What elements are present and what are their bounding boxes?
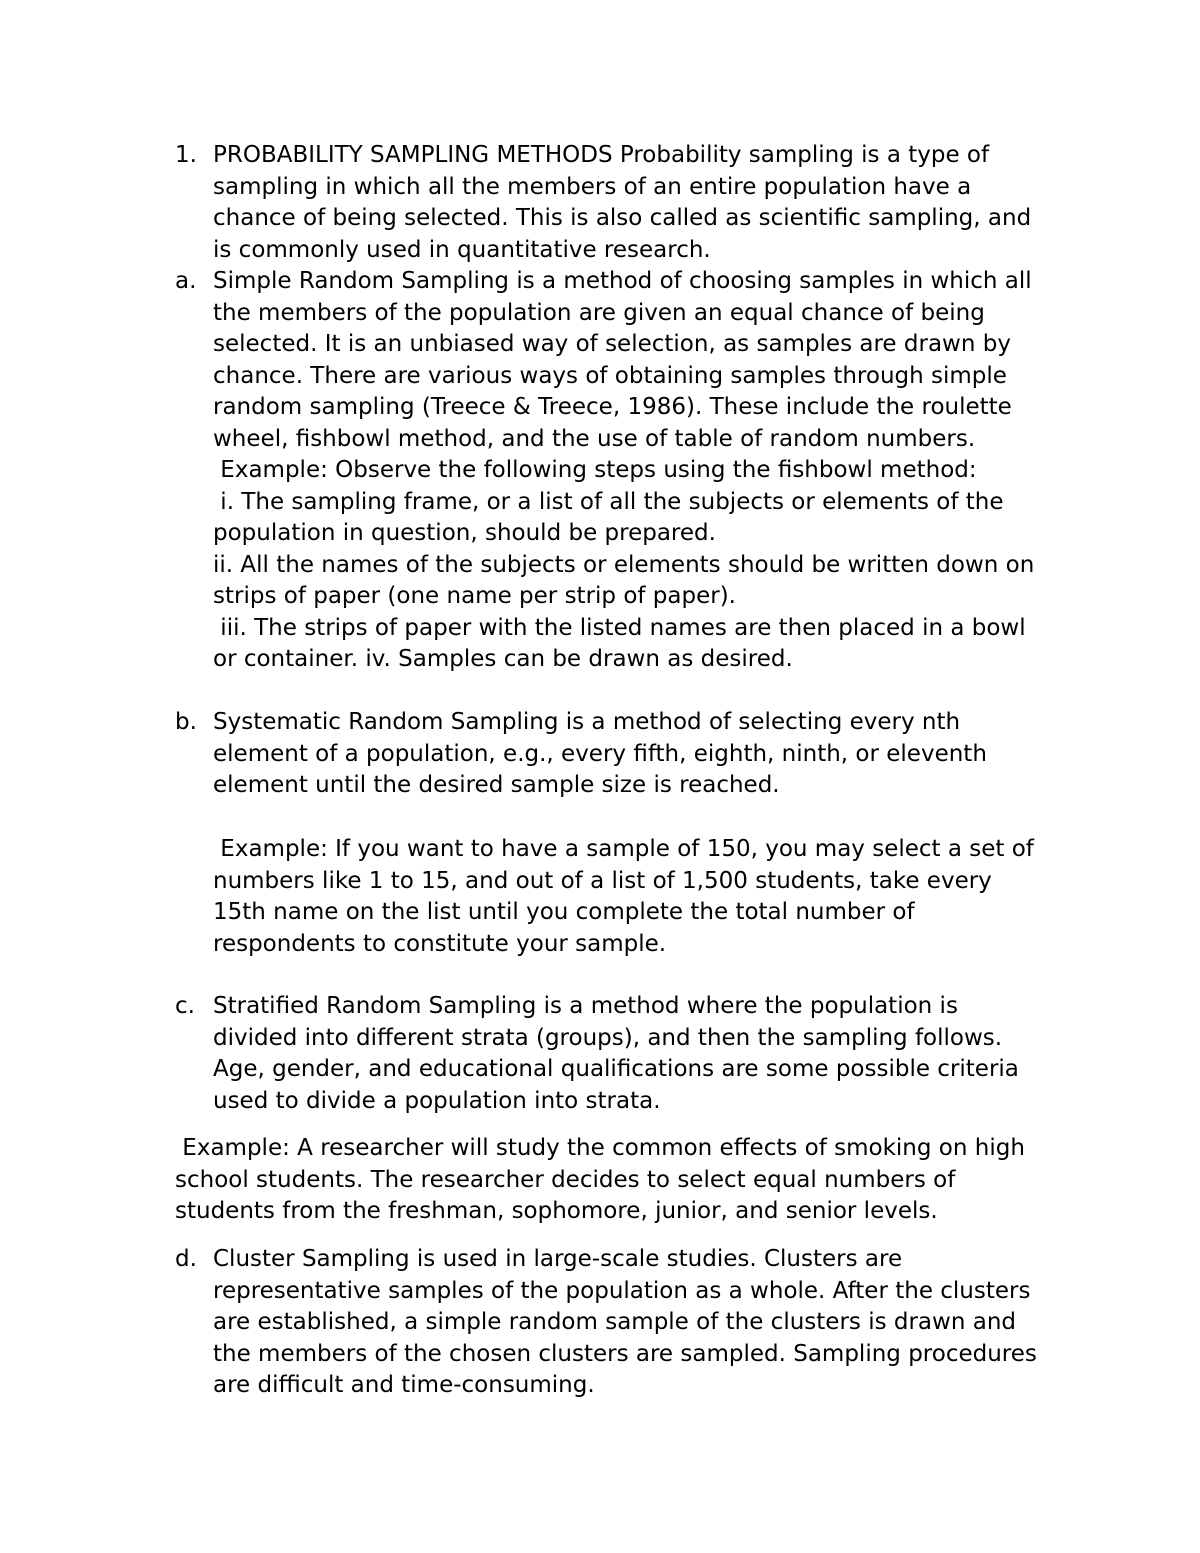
text-line: is commonly used in quantitative research. xyxy=(213,236,711,263)
text-line: population in question, should be prepared. xyxy=(213,520,716,546)
list-item-text xyxy=(213,1244,1073,1402)
text-line: iii. The strips of paper with the listed names are then placed in a bowl xyxy=(213,614,1026,641)
text-line: ii. All the names of the subjects or elements should be written down on xyxy=(213,551,1035,578)
text-line: PROBABILITY SAMPLING METHODS Probability sampling is a type of xyxy=(213,142,990,168)
text-line: strips of paper (one name per strip of paper). xyxy=(213,583,736,609)
text-line: divided into different strata (groups), and then the sampling follows. xyxy=(213,1024,1003,1051)
text-line: Example: Observe the following steps using the fishbowl method: xyxy=(213,457,977,483)
list-marker: c. xyxy=(175,993,195,1019)
list-marker: b. xyxy=(175,709,197,735)
text-line: element of a population, e.g., every fifth, eighth, ninth, or eleventh xyxy=(213,740,987,767)
list-marker: d. xyxy=(175,1246,197,1272)
text-line: school students. The researcher decides to select equal numbers of xyxy=(175,1166,956,1193)
text-line: chance of being selected. This is also called as scientific sampling, and xyxy=(213,205,1032,231)
text-line: representative samples of the population as a whole. After the clusters xyxy=(213,1277,1031,1304)
text-line: Stratified Random Sampling is a method where the population is xyxy=(213,993,958,1019)
text-line: students from the freshman, sophomore, junior, and senior levels. xyxy=(175,1198,938,1224)
text-line: selected. It is an unbiased way of selection, as samples are drawn by xyxy=(213,331,1011,357)
text-line: Age, gender, and educational qualifications are some possible criteria xyxy=(213,1056,1019,1082)
list-marker: 1. xyxy=(175,142,197,168)
text-line: used to divide a population into strata. xyxy=(213,1087,661,1114)
text-line: Systematic Random Sampling is a method of selecting every nth xyxy=(213,709,961,735)
text-line: element until the desired sample size is reached. xyxy=(213,772,780,798)
text-line: Cluster Sampling is used in large-scale studies. Clusters are xyxy=(213,1246,903,1272)
text-line: Simple Random Sampling is a method of choosing samples in which all xyxy=(213,268,1032,294)
text-line: are established, a simple random sample of the clusters is drawn and xyxy=(213,1309,1017,1335)
example-c xyxy=(175,1133,1075,1228)
text-line: wheel, fishbowl method, and the use of table of random numbers. xyxy=(213,425,976,452)
text-line: 15th name on the list until you complete the total number of xyxy=(213,899,915,925)
text-line: Example: If you want to have a sample of 150, you may select a set of xyxy=(213,836,1034,862)
text-line: the members of the chosen clusters are sampled. Sampling procedures xyxy=(213,1340,1037,1367)
text-line: or container. iv. Samples can be drawn as desired. xyxy=(213,646,793,672)
list-marker: a. xyxy=(175,268,197,294)
example-text xyxy=(213,834,1073,960)
text-line: are difficult and time-consuming. xyxy=(213,1372,595,1398)
text-line: chance. There are various ways of obtaining samples through simple xyxy=(213,362,1007,389)
text-line: random sampling (Treece & Treece, 1986). These include the roulette xyxy=(213,394,1012,420)
text-line: numbers like 1 to 15, and out of a list of 1,500 students, take every xyxy=(213,867,992,894)
text-line: the members of the population are given an equal chance of being xyxy=(213,299,985,326)
list-item-text xyxy=(213,991,1073,1117)
list-item-text xyxy=(213,266,1073,676)
text-line: sampling in which all the members of an entire population have a xyxy=(213,173,972,200)
text-line: Example: A researcher will study the common effects of smoking on high xyxy=(175,1135,1025,1161)
list-item-text xyxy=(213,707,1073,802)
text-line: respondents to constitute your sample. xyxy=(213,930,667,957)
text-line: i. The sampling frame, or a list of all the subjects or elements of the xyxy=(213,488,1004,515)
list-item-text xyxy=(213,140,1073,266)
